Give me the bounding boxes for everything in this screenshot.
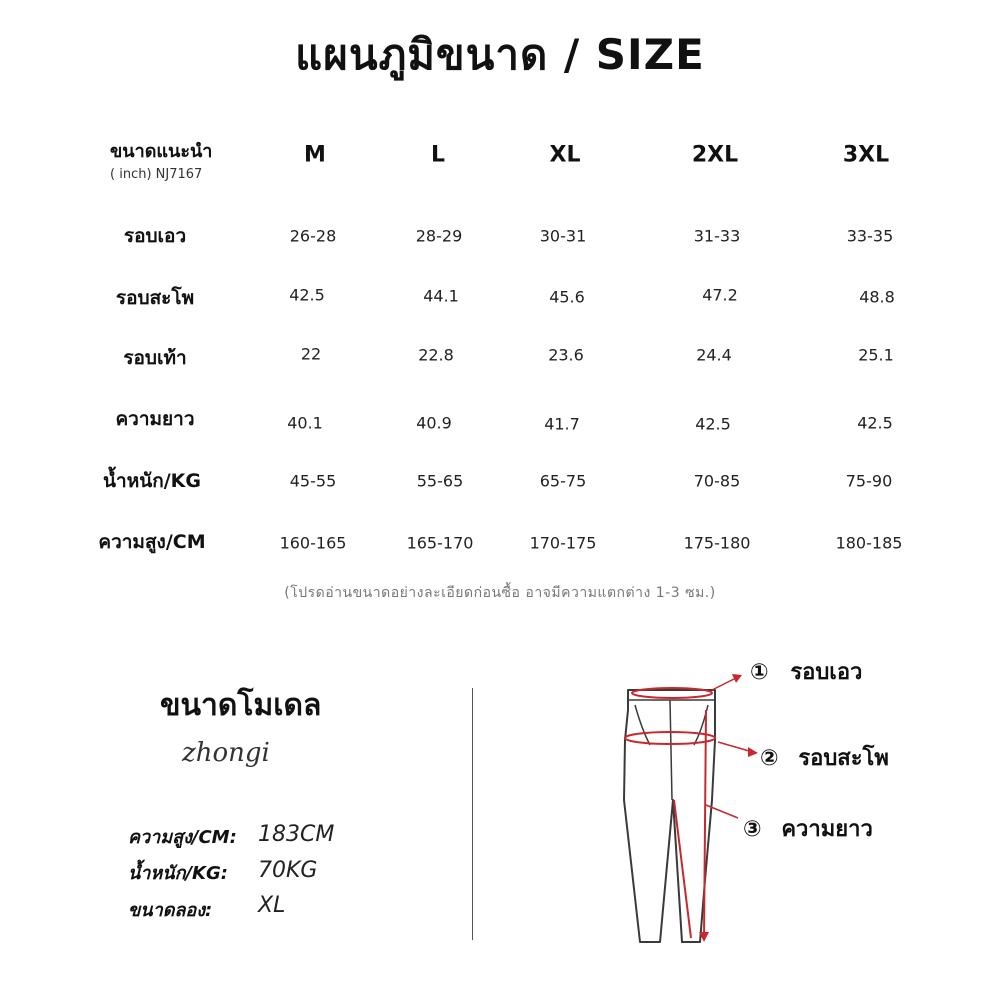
table-cell: 160-165 bbox=[279, 533, 347, 553]
diagram-label-hip-text: รอบสะโพ bbox=[798, 746, 889, 771]
table-cell: 30-31 bbox=[539, 226, 587, 246]
diagram-label-hip bbox=[760, 740, 889, 775]
table-cell: 44.1 bbox=[423, 286, 459, 306]
marker-3-icon: ③ bbox=[743, 817, 762, 842]
row-label-weight: น้ำหนัก/KG bbox=[103, 470, 201, 492]
table-cell: 55-65 bbox=[416, 471, 464, 491]
table-cell: 45-55 bbox=[289, 471, 337, 491]
diagram-label-waist bbox=[750, 654, 862, 689]
model-weight-label: น้ำหนัก/KG: bbox=[128, 863, 228, 884]
table-cell: 180-185 bbox=[835, 533, 903, 553]
recommended-size-label: ขนาดแนะนำ bbox=[110, 141, 213, 162]
table-cell: 25.1 bbox=[858, 345, 894, 365]
table-cell: 28-29 bbox=[415, 226, 463, 246]
row-label-hip: รอบสะโพ bbox=[115, 287, 195, 309]
diagram-label-length-text: ความยาว bbox=[781, 817, 873, 842]
model-weight-value: 70KG bbox=[258, 858, 318, 883]
marker-2-icon: ② bbox=[760, 746, 779, 771]
table-cell: 26-28 bbox=[289, 226, 337, 246]
row-label-height: ความสูง/CM bbox=[98, 531, 206, 553]
section-divider bbox=[472, 688, 473, 940]
table-corner-header bbox=[110, 136, 250, 182]
table-cell: 40.9 bbox=[416, 413, 452, 433]
size-header-2xl: 2XL bbox=[691, 142, 739, 168]
table-cell: 42.5 bbox=[695, 414, 731, 434]
page-title: แผนภูมิขนาด / SIZE bbox=[295, 30, 705, 79]
pocket-left bbox=[635, 705, 650, 745]
hip-leader-line bbox=[718, 742, 756, 753]
model-size-title: ขนาดโมเดล bbox=[160, 688, 322, 723]
table-cell: 41.7 bbox=[544, 414, 580, 434]
table-cell: 165-170 bbox=[406, 533, 474, 553]
marker-1-icon: ① bbox=[750, 660, 769, 685]
table-cell: 24.4 bbox=[696, 345, 732, 365]
row-label-waist: รอบเอว bbox=[123, 225, 187, 247]
model-size-label: ขนาดลอง: bbox=[128, 900, 213, 921]
table-cell: 33-35 bbox=[846, 226, 894, 246]
measurement-note: (โปรดอ่านขนาดอย่างละเอียดก่อนซื้อ อาจมีความแตกต่าง 1-3 ซม.) bbox=[284, 585, 716, 601]
table-cell: 23.6 bbox=[548, 345, 584, 365]
table-cell: 75-90 bbox=[845, 471, 893, 491]
row-label-foot: รอบเท้า bbox=[123, 347, 187, 369]
size-header-m: M bbox=[304, 142, 326, 168]
table-cell: 42.5 bbox=[289, 285, 325, 305]
table-cell: 48.8 bbox=[859, 287, 895, 307]
size-header-l: L bbox=[430, 142, 446, 168]
table-cell: 45.6 bbox=[549, 287, 585, 307]
table-cell: 65-75 bbox=[539, 471, 587, 491]
table-cell: 175-180 bbox=[683, 533, 751, 553]
model-height-value: 183CM bbox=[258, 822, 335, 847]
table-cell: 22.8 bbox=[418, 345, 454, 365]
size-header-3xl: 3XL bbox=[842, 142, 890, 168]
table-cell: 31-33 bbox=[693, 226, 741, 246]
table-cell: 47.2 bbox=[702, 285, 738, 305]
table-cell: 42.5 bbox=[857, 413, 893, 433]
waist-leader-line bbox=[712, 676, 740, 690]
model-size-value: XL bbox=[258, 893, 286, 918]
model-signature: zhongi bbox=[182, 738, 270, 768]
size-header-xl: XL bbox=[549, 142, 581, 168]
unit-code-label: ( inch) NJ7167 bbox=[110, 167, 203, 182]
diagram-label-length bbox=[743, 811, 873, 846]
row-label-length: ความยาว bbox=[115, 408, 195, 430]
model-height-label: ความสูง/CM: bbox=[128, 827, 237, 848]
table-cell: 70-85 bbox=[693, 471, 741, 491]
table-cell: 22 bbox=[300, 344, 322, 364]
diagram-label-waist-text: รอบเอว bbox=[790, 660, 863, 685]
table-cell: 40.1 bbox=[287, 413, 323, 433]
length-measure-line bbox=[704, 710, 706, 938]
fly-seam bbox=[670, 700, 672, 800]
table-cell: 170-175 bbox=[529, 533, 597, 553]
